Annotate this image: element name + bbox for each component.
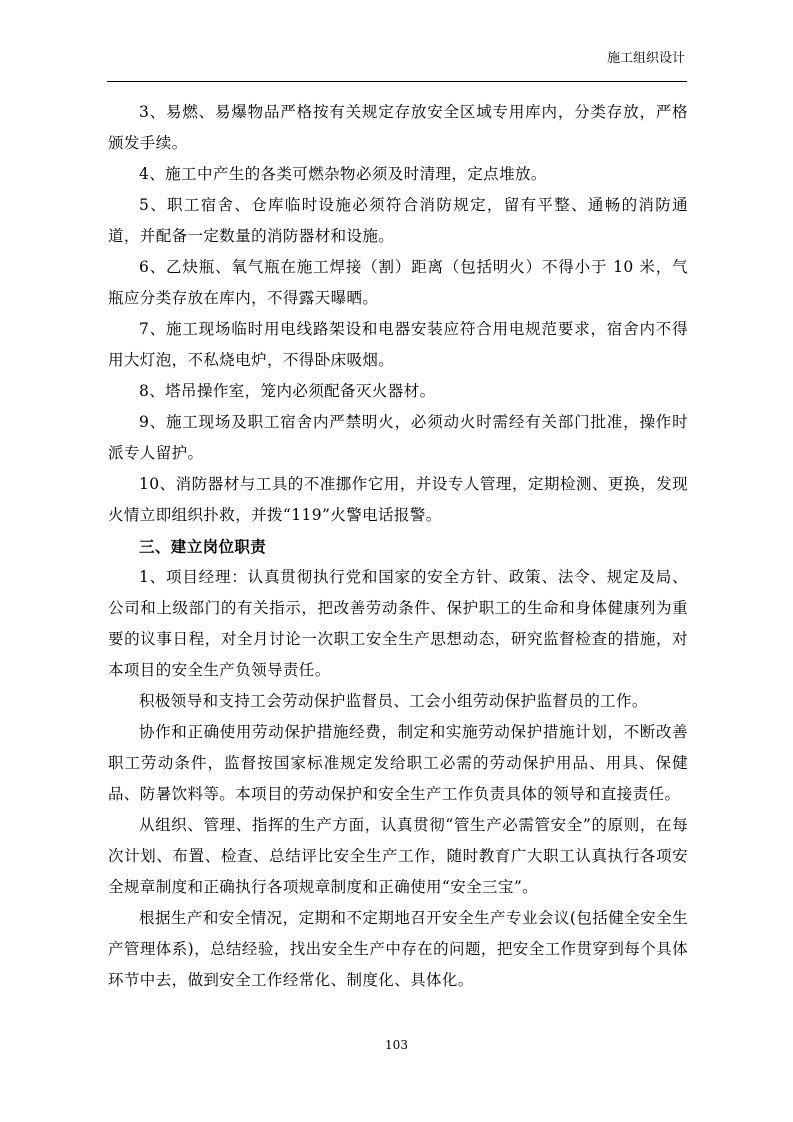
section-paragraph: 积极领导和支持工会劳动保护监督员、工会小组劳动保护监督员的工作。 [139, 692, 648, 710]
paragraph-item-5: 5、职工宿舍、仓库临时设施必须符合消防规定，留有平整、通畅的消防通道，并配备一定数量的消防器材和设施。 [108, 196, 688, 245]
paragraph-item-9: 9、施工现场及职工宿舍内严禁明火，必须动火时需经有关部门批准，操作时派专人留护。 [108, 413, 688, 462]
paragraph-item-10: 10、消防器材与工具的不准挪作它用，并设专人管理，定期检测、更换，发现火情立即组织扑救，并拨“119”火警电话报警。 [108, 475, 688, 524]
paragraph-item-7: 7、施工现场临时用电线路架设和电器安装应符合用电规范要求，宿舍内不得用大灯泡，不私烧电炉，不得卧床吸烟。 [108, 320, 688, 369]
paragraph-item-3: 3、易燃、易爆物品严格按有关规定存放安全区域专用库内，分类存放，严格颁发手续。 [108, 103, 688, 152]
section-heading: 三、建立岗位职责 [139, 537, 267, 556]
section-paragraph: 根据生产和安全情况，定期和不定期地召开安全生产专业会议(包括健全安全生产管理体系)，总结经验，找出安全生产中存在的问题，把安全工作贯穿到每个具体环节中去，做到安全工作经常化、制度化、具体化。 [108, 909, 688, 989]
paragraph-item-6: 6、乙炔瓶、氧气瓶在施工焊接（割）距离（包括明火）不得小于 10 米，气瓶应分类存放在库内，不得露天曝晒。 [108, 258, 688, 307]
header-divider [107, 81, 687, 82]
section-paragraph: 从组织、管理、指挥的生产方面，认真贯彻“管生产必需管安全”的原则，在每次计划、布置、检查、总结评比安全生产工作，随时教育广大职工认真执行各项安全规章制度和正确执行各项规章制度和正确使用“安全三宝”。 [108, 816, 688, 896]
paragraph-item-8: 8、塔吊操作室，笼内必须配备灭火器材。 [139, 382, 436, 400]
running-header-title: 施工组织设计 [606, 51, 685, 66]
paragraph-item-4: 4、施工中产生的各类可燃杂物必须及时清理，定点堆放。 [139, 165, 547, 183]
document-body [108, 97, 688, 996]
page-number: 103 [385, 1038, 408, 1052]
section-paragraph-project-manager: 1、项目经理：认真贯彻执行党和国家的安全方针、政策、法令、规定及局、公司和上级部门的有关指示，把改善劳动条件、保护职工的生命和身体健康列为重要的议事日程，对全月讨论一次职工安全生产思想动态，研究监督检查的措施，对本项目的安全生产负领导责任。 [108, 568, 688, 679]
section-paragraph: 协作和正确使用劳动保护措施经费，制定和实施劳动保护措施计划，不断改善职工劳动条件，监督按国家标准规定发给职工必需的劳动保护用品、用具、保健品、防暑饮料等。本项目的劳动保护和安全生产工作负责具体的领导和直接责任。 [108, 723, 688, 803]
